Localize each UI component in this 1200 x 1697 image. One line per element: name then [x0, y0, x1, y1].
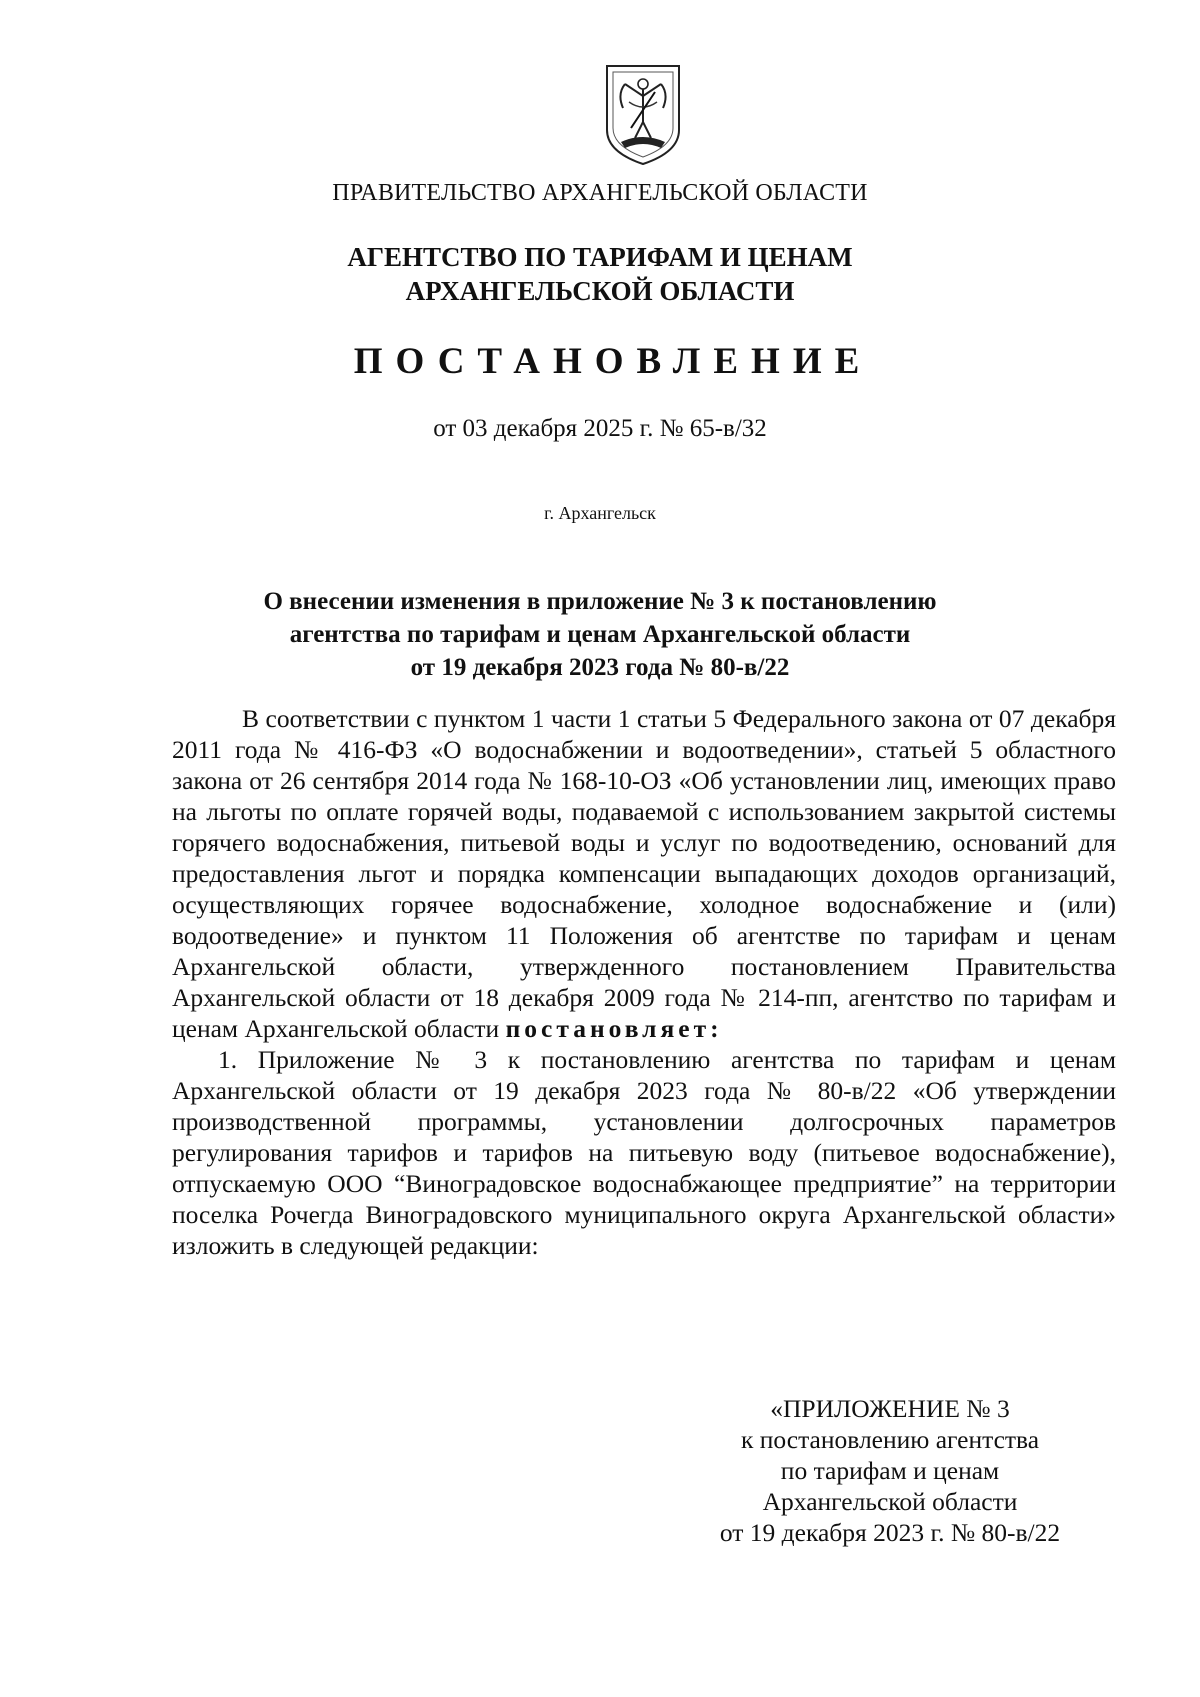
government-name: ПРАВИТЕЛЬСТВО АРХАНГЕЛЬСКОЙ ОБЛАСТИ: [332, 180, 868, 206]
preamble-paragraph: [172, 703, 1116, 1044]
document-type-title: ПОСТАНОВЛЕНИЕ: [353, 341, 873, 382]
appendix-line2: к постановлению агентства: [740, 1425, 1040, 1454]
subject-line1: О внесении изменения в приложение № 3 к постановлению: [263, 588, 937, 615]
appendix-line5: от 19 декабря 2023 г. № 80-в/22: [719, 1518, 1061, 1547]
coat-of-arms-icon: [603, 62, 683, 168]
agency-name-line1: АГЕНТСТВО ПО ТАРИФАМ И ЦЕНАМ: [347, 242, 853, 272]
appendix-line4: Архангельской области: [762, 1487, 1018, 1516]
document-date-number: от 03 декабря 2025 г. № 65-в/32: [433, 415, 767, 442]
document-city: г. Архангельск: [544, 503, 656, 523]
agency-name: [0, 240, 1200, 308]
appendix-line1: «ПРИЛОЖЕНИЕ № 3: [770, 1394, 1010, 1423]
preamble-text: В соответствии с пунктом 1 части 1 статьи 5 Федерального закона от 07 декабря 2011 года № 416-ФЗ «О водоснабжении и водоотведении», статьей 5 областного закона от 26 сентября 2014 года № 168-10-ОЗ «Об установлении лиц, имеющих право на льготы по оплате горячей воды, подаваемой с использованием закрытой системы горячего водоснабжения, питьевой воды и услуг по водоотведению, оснований для предоставления льгот и порядка компенсации выпадающих доходов организаций, осуществляющих горячее водоснабжение, холодное водоснабжение и (или) водоотведение» и пунктом 11 Положения об агентстве по тарифам и ценам Архангельской области, утвержденного постановлением Правительства Архангельской области от 18 декабря 2009 года № 214-пп, агентство по тарифам и ценам Архангельской области: [172, 704, 1116, 1043]
appendix-line3: по тарифам и ценам: [780, 1456, 1000, 1485]
subject-line2: агентства по тарифам и ценам Архангельской области: [289, 621, 911, 648]
document-subject: [0, 585, 1200, 684]
agency-name-line2: АРХАНГЕЛЬСКОЙ ОБЛАСТИ: [405, 276, 795, 306]
document-body: [172, 703, 1116, 1261]
clause-1-paragraph: 1. Приложение № 3 к постановлению агентства по тарифам и ценам Архангельской области от 19 декабря 2023 года № 80-в/22 «Об утверждении производственной программы, установлении долгосрочных параметров регулирования тарифов и тарифов на питьевую воду (питьевое водоснабжение), отпускаемую ООО “Виноградовское водоснабжающее предприятие” на территории поселка Рочегда Виноградовского муниципального округа Архангельской области» изложить в следующей редакции:: [172, 1045, 1116, 1260]
appendix-header: [680, 1393, 1100, 1548]
decrees-word: постановляет:: [505, 1014, 723, 1043]
subject-line3: от 19 декабря 2023 года № 80-в/22: [410, 654, 790, 681]
